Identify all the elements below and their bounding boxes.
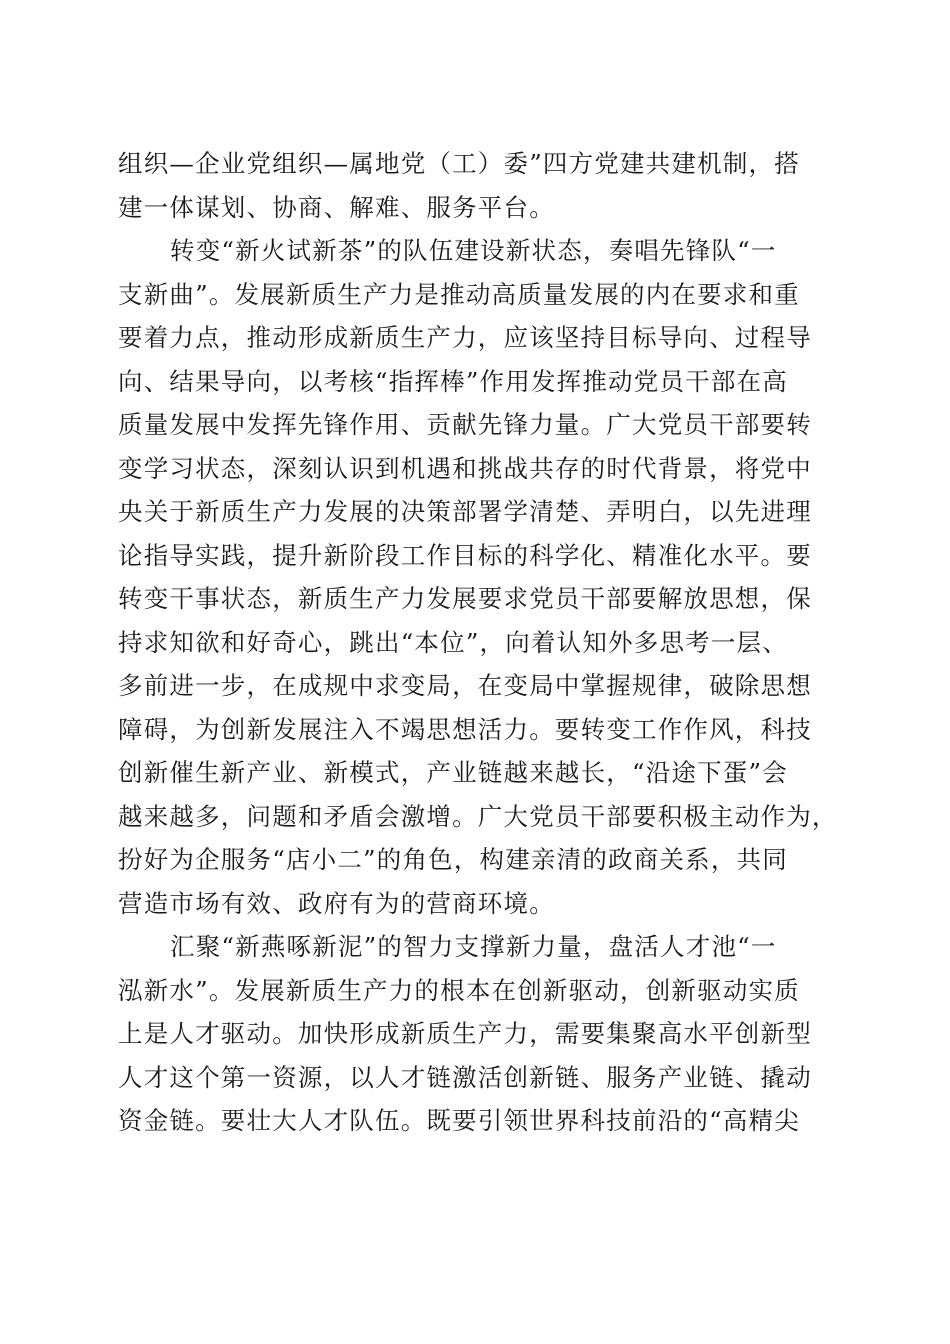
paragraph-line: 要着力点，推动形成新质生产力，应该坚持目标导向、过程导 xyxy=(118,323,812,352)
paragraph-line: 创新催生新产业、新模式，产业链越来越长，“沿途下蛋”会 xyxy=(118,758,788,787)
paragraph-line: 组织—企业党组织—属地党（工）委”四方党建共建机制，搭 xyxy=(118,149,800,178)
paragraph-line: 转变干事状态，新质生产力发展要求党员干部要解放思想，保 xyxy=(118,584,812,613)
paragraph-line: 持求知欲和好奇心，跳出“本位”，向着认知外多思考一层、 xyxy=(118,627,788,657)
paragraph-line: 建一体谋划、协商、解难、服务平台。 xyxy=(118,192,555,222)
paragraph-line: 向、结果导向，以考核“指挥棒”作用发挥推动党员干部在高 xyxy=(118,366,788,396)
paragraph-first-line: 汇聚“新燕啄新泥”的智力支撑新力量，盘活人才池“一 xyxy=(170,932,777,961)
paragraph-line: 营造市场有效、政府有为的营商环境。 xyxy=(118,888,555,918)
paragraph-line: 越来越多，问题和矛盾会激增。广大党员干部要积极主动作为， xyxy=(118,801,838,831)
paragraph-line: 资金链。要壮大人才队伍。既要引领世界科技前沿的“高精尖 xyxy=(118,1106,800,1135)
paragraph-line: 变学习状态，深刻认识到机遇和挑战共存的时代背景，将党中 xyxy=(118,453,812,483)
paragraph-line: 多前进一步，在成规中求变局，在变局中掌握规律，破除思想 xyxy=(118,671,812,700)
paragraph-first-line: 转变“新火试新茶”的队伍建设新状态，奏唱先锋队“一 xyxy=(170,236,777,265)
paragraph-line: 人才这个第一资源，以人才链激活创新链、服务产业链、撬动 xyxy=(118,1062,812,1092)
body-text xyxy=(118,142,838,1143)
paragraph-line: 央关于新质生产力发展的决策部署学清楚、弄明白，以先进理 xyxy=(118,497,812,526)
paragraph-line: 障碍，为创新发展注入不竭思想活力。要转变工作作风，科技 xyxy=(118,714,812,744)
paragraph-line: 扮好为企服务“店小二”的角色，构建亲清的政商关系，共同 xyxy=(118,845,788,874)
paragraph-line: 泓新水”。发展新质生产力的根本在创新驱动，创新驱动实质 xyxy=(118,975,800,1005)
paragraph-line: 支新曲”。发展新质生产力是推动高质量发展的内在要求和重 xyxy=(118,279,800,309)
paragraph-line: 上是人才驱动。加快形成新质生产力，需要集聚高水平创新型 xyxy=(118,1019,812,1048)
paragraph-line: 论指导实践，提升新阶段工作目标的科学化、精准化水平。要 xyxy=(118,540,812,570)
paragraph-line: 质量发展中发挥先锋作用、贡献先锋力量。广大党员干部要转 xyxy=(118,410,812,439)
